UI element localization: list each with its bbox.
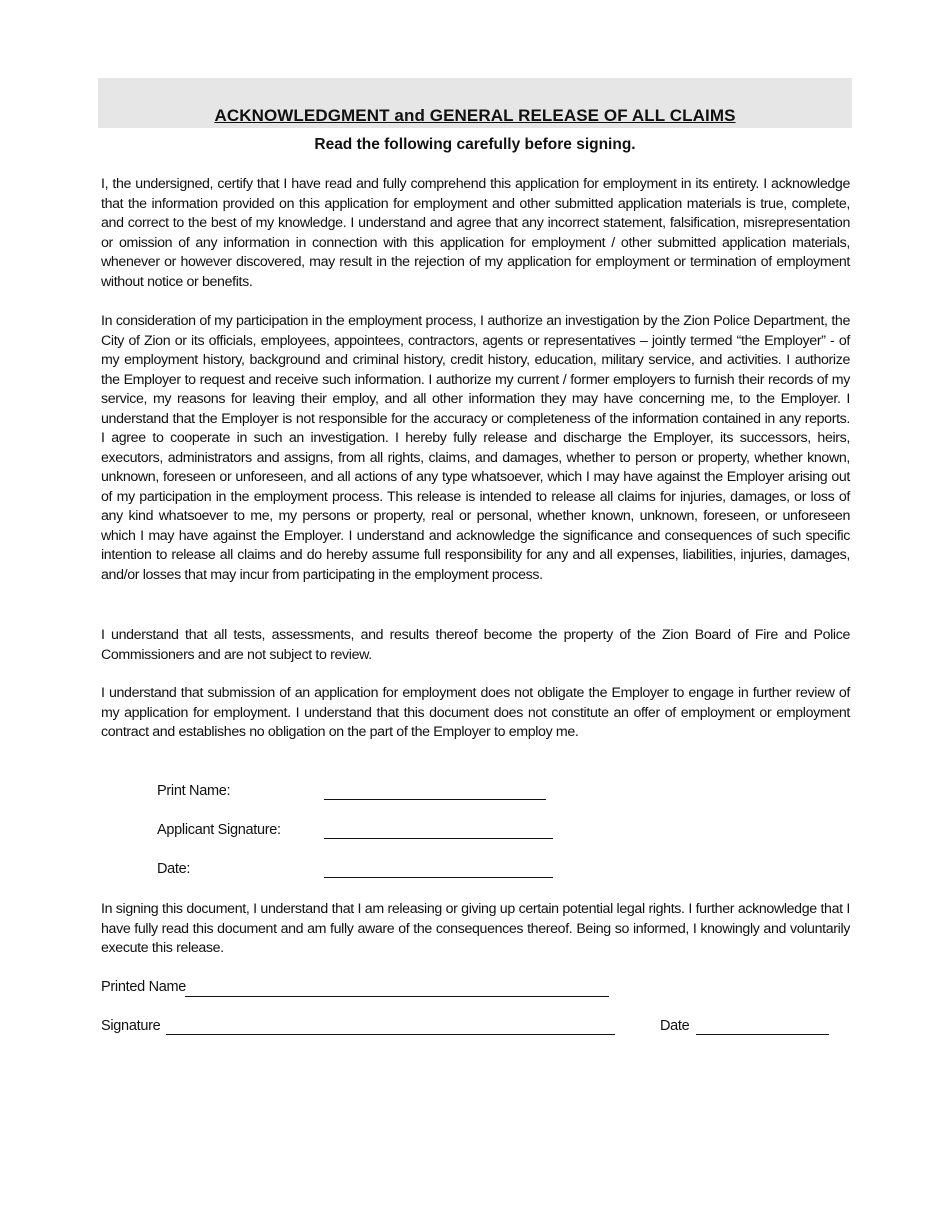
tests-paragraph: I understand that all tests, assessments, and results thereof become the property of the Zion Board of Fire and Police Commissioners and are not subject to review. bbox=[101, 627, 850, 663]
signature-date-field[interactable] bbox=[696, 1022, 829, 1035]
printed-name-field[interactable] bbox=[185, 984, 609, 997]
print-name-field[interactable] bbox=[324, 788, 546, 800]
certification-paragraph: I, the undersigned, certify that I have read and fully comprehend this application for employment in its entirety. I acknowledge that the information provided on this application for employment and other submitted application materials is true, complete, and correct to the best of my knowledge. I understand and agree that any incorrect statement, falsification, misrepresentation or omission of any information in connection with this application for employment / other submitted application materials, whenever or however discovered, may result in the rejection of my application for employment or termination of employment without notice or benefits. bbox=[101, 176, 850, 290]
document-title: ACKNOWLEDGMENT and GENERAL RELEASE OF ALL CLAIMS bbox=[214, 106, 736, 125]
signature-field[interactable] bbox=[166, 1022, 615, 1035]
print-name-label: Print Name: bbox=[157, 783, 231, 799]
no-obligation-paragraph: I understand that submission of an application for employment does not obligate the Employer to engage in further review of my application for employment. I understand that this document does not constitute an offer of employment or employment contract and establishes no obligation on the part of the Employer to employ me. bbox=[101, 685, 850, 740]
legal-rights-paragraph: In signing this document, I understand that I am releasing or giving up certain potential legal rights. I further acknowledge that I have fully read this document and am fully aware of the consequences thereof. Being so informed, I knowingly and voluntarily execute this release. bbox=[101, 901, 850, 956]
signature-date-label: Date bbox=[660, 1018, 690, 1034]
date-field[interactable] bbox=[324, 866, 553, 878]
signature-label: Signature bbox=[101, 1018, 161, 1034]
applicant-signature-label: Applicant Signature: bbox=[157, 822, 281, 838]
release-paragraph: In consideration of my participation in the employment process, I authorize an investigation by the Zion Police Department, the City of Zion or its officials, employees, appointees, contractors, agents or representatives – jointly termed “the Employer” - of my employment history, background and criminal history, credit history, education, military service, and activities. I authorize the Employer to request and receive such information. I authorize my current / former employers to furnish their records of my service, my reasons for leaving their employ, and all other information they may have concerning me, to the Employer. I understand that the Employer is not responsible for the accuracy or completeness of the information contained in any reports. I agree to cooperate in such an investigation. I hereby fully release and discharge the Employer, its successors, heirs, executors, administrators and assigns, from all rights, claims, and damages, whether to person or property, whether known, unknown, foreseen or unforeseen, and all actions of any type whatsoever, which I may have against the Employer arising out of my participation in the employment process. This release is intended to release all claims for injuries, damages, or loss of any kind whatsoever to me, my persons or property, real or personal, whether known, unknown, foreseen, or unforeseen which I may have against the Employer. I understand and acknowledge the significance and consequences of such specific intention to release all claims and do hereby assume full responsibility for any and all expenses, liabilities, injuries, damages, and/or losses that may incur from participating in the employment process. bbox=[101, 313, 850, 583]
date-label: Date: bbox=[157, 861, 191, 877]
applicant-signature-field[interactable] bbox=[324, 828, 553, 839]
document-subtitle: Read the following carefully before signing. bbox=[314, 136, 636, 153]
printed-name-label: Printed Name bbox=[101, 979, 187, 995]
